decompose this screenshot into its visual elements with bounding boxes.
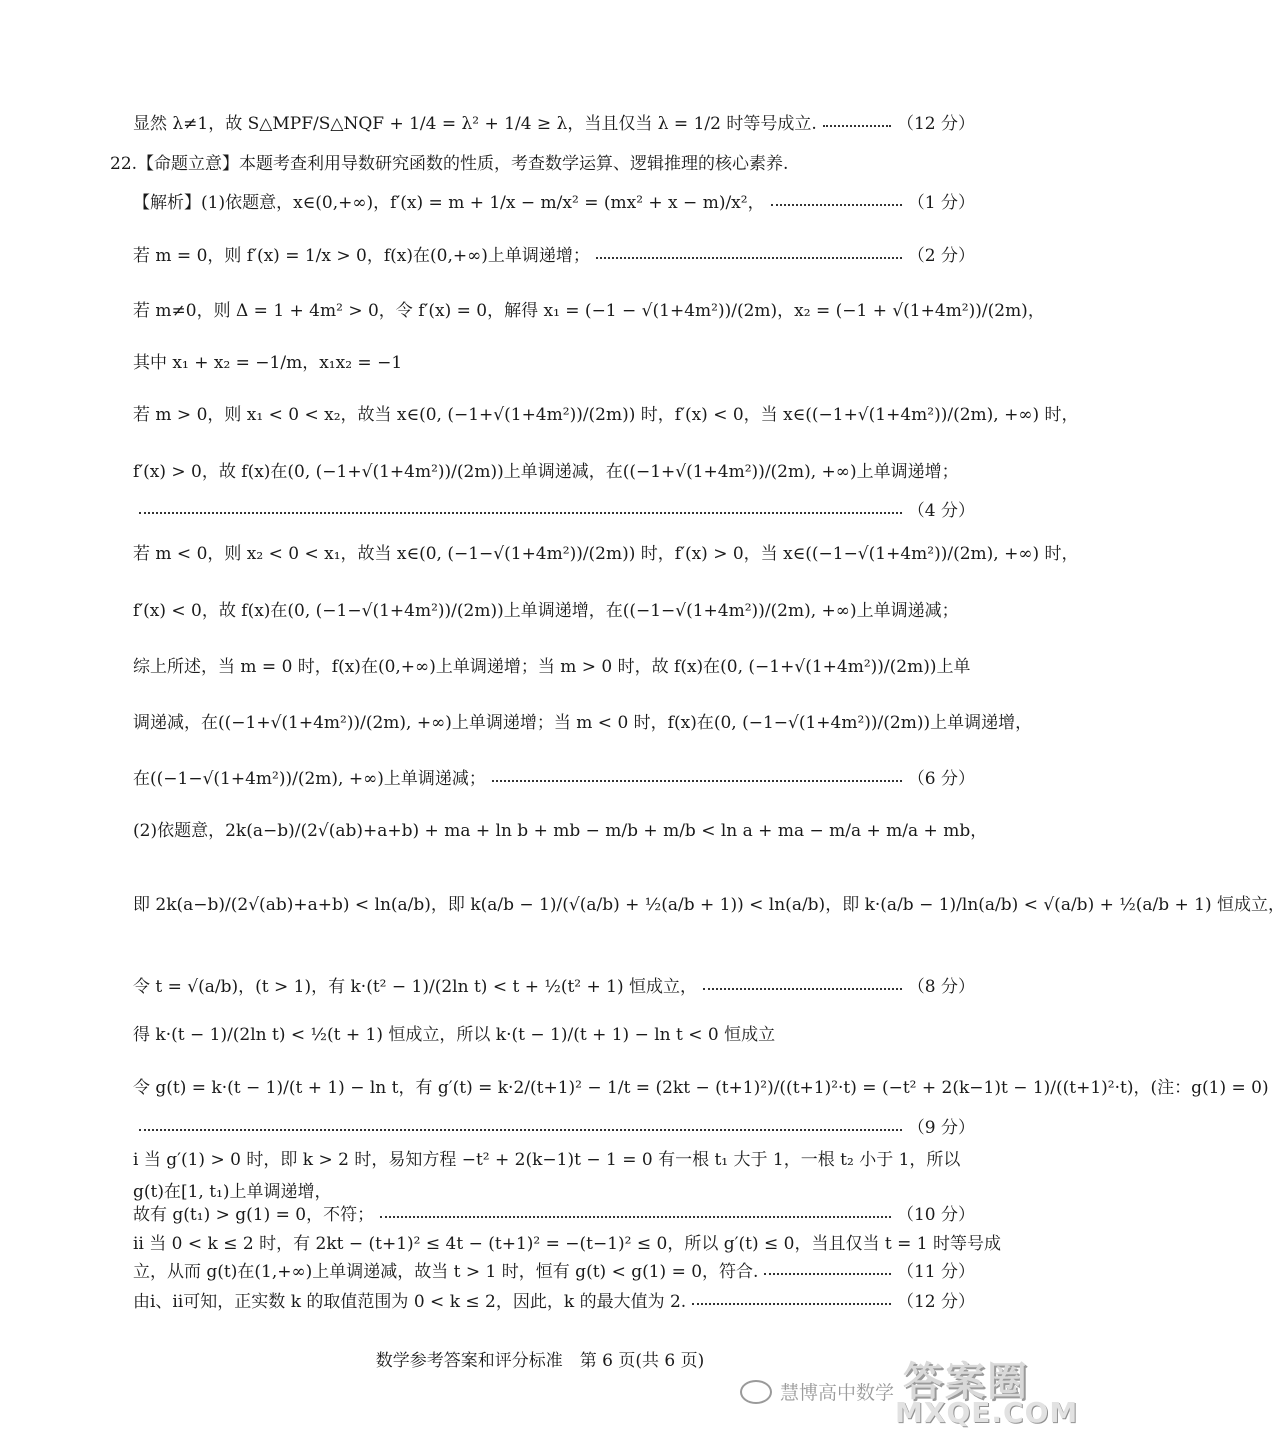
text-line — [133, 767, 975, 791]
line-text: 由ⅰ、ⅱ可知，正实数 k 的取值范围为 0 < k ≤ 2，因此，k 的最大值为 2. — [133, 1292, 687, 1312]
score-label: （1 分） — [907, 193, 975, 213]
text-line — [133, 499, 975, 523]
line-text: 即 2k(a−b)/(2√(ab)+a+b) < ln(a/b)，即 k(a/b − 1)/(√(a/b) + ½(a/b + 1)) < ln(a/b)，即 k·(a/b − 1)/ln(a/b) < √(a/b) + ½(a/b + 1) 恒成立， — [133, 895, 1285, 915]
line-text: (2)依题意，2k(a−b)/(2√(ab)+a+b) + ma + ln b + mb − m/b + m/b < ln a + ma − m/a + m/a + mb， — [133, 821, 988, 841]
dot-leader — [596, 257, 902, 259]
dot-leader — [771, 204, 902, 206]
line-text: 【解析】(1)依题意，x∈(0,+∞)，f′(x) = m + 1/x − m/x² = (mx² + x − m)/x²， — [133, 193, 765, 213]
text-line — [133, 1023, 975, 1047]
score-label: （6 分） — [907, 769, 975, 789]
site-logo — [895, 1350, 1079, 1434]
text-line — [133, 1232, 1001, 1256]
line-text: 其中 x₁ + x₂ = −1/m，x₁x₂ = −1 — [133, 353, 403, 373]
line-text: 在((−1−√(1+4m²))/(2m), +∞)上单调递减； — [133, 769, 486, 789]
line-text: 若 m < 0，则 x₂ < 0 < x₁，故当 x∈(0, (−1−√(1+4m²))/(2m)) 时，f′(x) > 0，当 x∈((−1−√(1+4m²))/(2m), +∞) 时， — [133, 544, 1079, 564]
dot-leader — [823, 125, 891, 127]
wechat-watermark — [740, 1378, 894, 1405]
line-text: 若 m≠0，则 Δ = 1 + 4m² > 0，令 f′(x) = 0，解得 x₁ = (−1 − √(1+4m²))/(2m)，x₂ = (−1 + √(1+4m²))/(2m)， — [133, 301, 1045, 321]
dot-leader — [380, 1216, 891, 1218]
line-text: 调递减，在((−1+√(1+4m²))/(2m), +∞)上单调递增；当 m < 0 时，f(x)在(0, (−1−√(1+4m²))/(2m))上单调递增， — [133, 713, 1033, 733]
dot-leader — [703, 988, 902, 990]
text-line — [133, 403, 1079, 427]
wechat-icon — [740, 1380, 772, 1404]
text-line — [133, 1148, 975, 1172]
text-line — [133, 244, 975, 268]
dot-leader — [692, 1303, 891, 1305]
dot-leader — [764, 1273, 891, 1275]
logo-bottom-text: MXQE.COM — [895, 1396, 1079, 1429]
line-text: 令 g(t) = k·(t − 1)/(t + 1) − ln t，有 g′(t) = k·2/(t+1)² − 1/t = (2kt − (t+1)²)/((t+1)²·t) = (−t² + 2(k−1)t − 1)/((t+1)²·t)，(注：g(1) = 0) — [133, 1078, 1269, 1098]
score-label: （12 分） — [896, 114, 975, 134]
text-line — [110, 152, 975, 176]
text-line — [133, 975, 975, 999]
text-line — [133, 1260, 975, 1284]
line-text: 若 m > 0，则 x₁ < 0 < x₂，故当 x∈(0, (−1+√(1+4m²))/(2m)) 时，f′(x) < 0，当 x∈((−1+√(1+4m²))/(2m), +∞) 时， — [133, 405, 1079, 425]
text-line — [133, 112, 975, 136]
text-line — [133, 542, 1079, 566]
line-text: f′(x) < 0，故 f(x)在(0, (−1−√(1+4m²))/(2m))上单调递增，在((−1−√(1+4m²))/(2m), +∞)上单调递减； — [133, 601, 959, 621]
text-line — [133, 655, 975, 679]
score-label: （2 分） — [907, 246, 975, 266]
score-label: （8 分） — [907, 977, 975, 997]
text-line — [133, 1116, 975, 1140]
text-line — [133, 819, 988, 843]
line-text: f′(x) > 0，故 f(x)在(0, (−1+√(1+4m²))/(2m))上单调递减，在((−1+√(1+4m²))/(2m), +∞)上单调递增； — [133, 462, 959, 482]
text-line — [133, 1290, 975, 1314]
watermark-text: 慧博高中数学 — [780, 1382, 895, 1404]
text-line — [133, 299, 1045, 323]
line-text: 22.【命题立意】本题考查利用导数研究函数的性质，考查数学运算、逻辑推理的核心素养. — [110, 154, 789, 174]
dot-leader — [139, 1129, 902, 1131]
dot-leader — [139, 512, 902, 514]
score-label: （10 分） — [896, 1205, 975, 1225]
logo-top-text: 答案圈 — [903, 1359, 1029, 1405]
score-label: （11 分） — [896, 1262, 975, 1282]
line-text: ⅰ 当 g′(1) > 0 时，即 k > 2 时，易知方程 −t² + 2(k−1)t − 1 = 0 有一根 t₁ 大于 1，一根 t₂ 小于 1，所以 — [133, 1150, 961, 1170]
text-line — [133, 711, 1033, 735]
text-line — [133, 191, 975, 215]
line-text: 若 m = 0，则 f′(x) = 1/x > 0，f(x)在(0,+∞)上单调递增； — [133, 246, 590, 266]
text-line — [133, 1203, 975, 1227]
score-label: （9 分） — [907, 1118, 975, 1138]
text-line — [133, 599, 975, 623]
score-label: （4 分） — [907, 501, 975, 521]
line-text: 令 t = √(a/b)，(t > 1)，有 k·(t² − 1)/(2ln t) < t + ½(t² + 1) 恒成立， — [133, 977, 698, 997]
text-line — [133, 460, 975, 484]
line-text: 得 k·(t − 1)/(2ln t) < ½(t + 1) 恒成立，所以 k·(t − 1)/(t + 1) − ln t < 0 恒成立 — [133, 1025, 776, 1045]
text-line — [133, 351, 975, 375]
page-footer: 数学参考答案和评分标准 第 6 页(共 6 页) — [375, 1351, 705, 1371]
line-text: 综上所述，当 m = 0 时，f(x)在(0,+∞)上单调递增；当 m > 0 时，故 f(x)在(0, (−1+√(1+4m²))/(2m))上单 — [133, 657, 971, 677]
line-text: 显然 λ≠1，故 S△MPF/S△NQF + 1/4 = λ² + 1/4 ≥ λ，当且仅当 λ = 1/2 时等号成立. — [133, 114, 817, 134]
text-line — [133, 1180, 975, 1204]
dot-leader — [492, 780, 902, 782]
text-line — [133, 1076, 1269, 1100]
line-text: g(t)在[1, t₁)上单调递增， — [133, 1182, 332, 1202]
score-label: （12 分） — [896, 1292, 975, 1312]
line-text: ⅱ 当 0 < k ≤ 2 时，有 2kt − (t+1)² ≤ 4t − (t+1)² = −(t−1)² ≤ 0，所以 g′(t) ≤ 0，当且仅当 t = 1 时等号成 — [133, 1234, 1001, 1254]
line-text: 故有 g(t₁) > g(1) = 0，不符； — [133, 1205, 375, 1225]
line-text: 立，从而 g(t)在(1,+∞)上单调递减，故当 t > 1 时，恒有 g(t) < g(1) = 0，符合. — [133, 1262, 759, 1282]
text-line — [133, 893, 1285, 917]
